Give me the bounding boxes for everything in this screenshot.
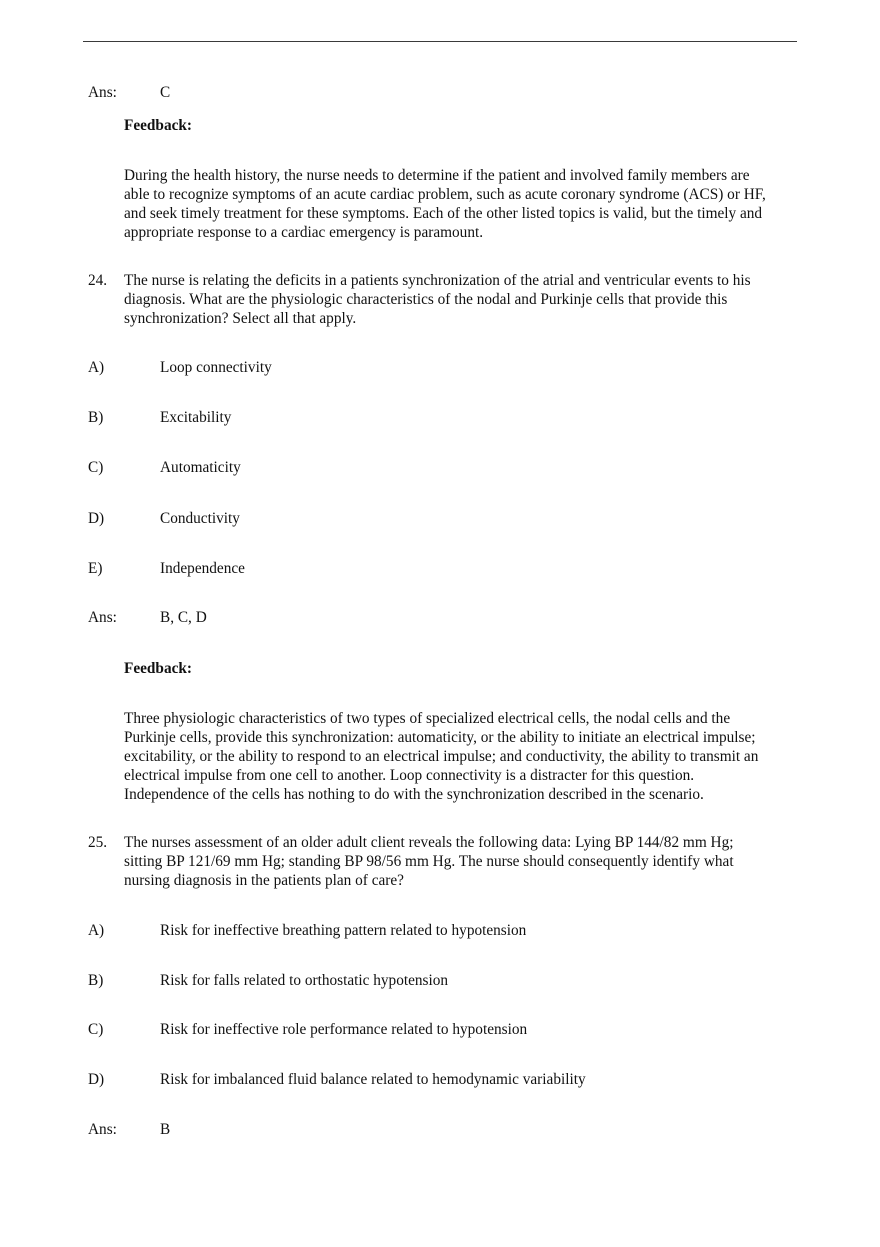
question-text [124,833,804,890]
feedback-line: Purkinje cells, provide this synchronization: automaticity, or the ability to initiate an electrical impulse; [124,729,756,746]
option-letter: A) [88,922,105,939]
option-text: Risk for falls related to orthostatic hypotension [160,972,449,989]
header-rule [83,41,797,42]
answer-value: C [160,84,171,101]
question-line: synchronization? Select all that apply. [124,310,357,327]
option-text: Loop connectivity [160,359,272,376]
question-line: The nurses assessment of an older adult client reveals the following data: Lying BP 144/82 mm Hg; [124,834,734,851]
option-text: Automaticity [160,459,241,476]
option-text: Conductivity [160,510,240,527]
option-letter: C) [88,1021,104,1038]
answer-label: Ans: [88,84,117,101]
option-letter: B) [88,972,104,989]
question-text [124,271,804,328]
feedback-line: able to recognize symptoms of an acute cardiac problem, such as acute coronary syndrome (ACS) or HF, [124,186,766,203]
answer-value: B, C, D [160,609,207,626]
question-line: diagnosis. What are the physiologic characteristics of the nodal and Purkinje cells that provide this [124,291,728,308]
feedback-paragraph [124,709,804,804]
question-line: The nurse is relating the deficits in a patients synchronization of the atrial and ventricular events to his [124,272,751,289]
feedback-line: and seek timely treatment for these symptoms. Each of the other listed topics is valid, but the timely and [124,205,763,222]
feedback-line: Independence of the cells has nothing to do with the synchronization described in the scenario. [124,786,704,803]
option-text: Independence [160,560,245,577]
answer-value: B [160,1121,171,1138]
option-letter: D) [88,510,105,527]
feedback-line: appropriate response to a cardiac emergency is paramount. [124,224,484,241]
option-letter: A) [88,359,105,376]
question-number: 25. [88,834,108,851]
answer-label: Ans: [88,609,117,626]
question-number: 24. [88,272,108,289]
feedback-paragraph [124,166,804,242]
feedback-line: During the health history, the nurse needs to determine if the patient and involved family members are [124,167,750,184]
feedback-heading: Feedback: [124,117,192,134]
feedback-line: excitability, or the ability to respond to an electrical impulse; and conductivity, the ability to transmit an [124,748,759,765]
option-text: Risk for ineffective breathing pattern related to hypotension [160,922,527,939]
answer-label: Ans: [88,1121,117,1138]
option-text: Risk for ineffective role performance related to hypotension [160,1021,528,1038]
question-line: sitting BP 121/69 mm Hg; standing BP 98/56 mm Hg. The nurse should consequently identify what [124,853,734,870]
option-letter: E) [88,560,103,577]
option-text: Risk for imbalanced fluid balance related to hemodynamic variability [160,1071,586,1088]
feedback-line: electrical impulse from one cell to another. Loop connectivity is a distracter for this question. [124,767,695,784]
question-line: nursing diagnosis in the patients plan of care? [124,872,404,889]
option-text: Excitability [160,409,232,426]
option-letter: D) [88,1071,105,1088]
feedback-line: Three physiologic characteristics of two types of specialized electrical cells, the nodal cells and the [124,710,731,727]
option-letter: B) [88,409,104,426]
option-letter: C) [88,459,104,476]
feedback-heading: Feedback: [124,660,192,677]
